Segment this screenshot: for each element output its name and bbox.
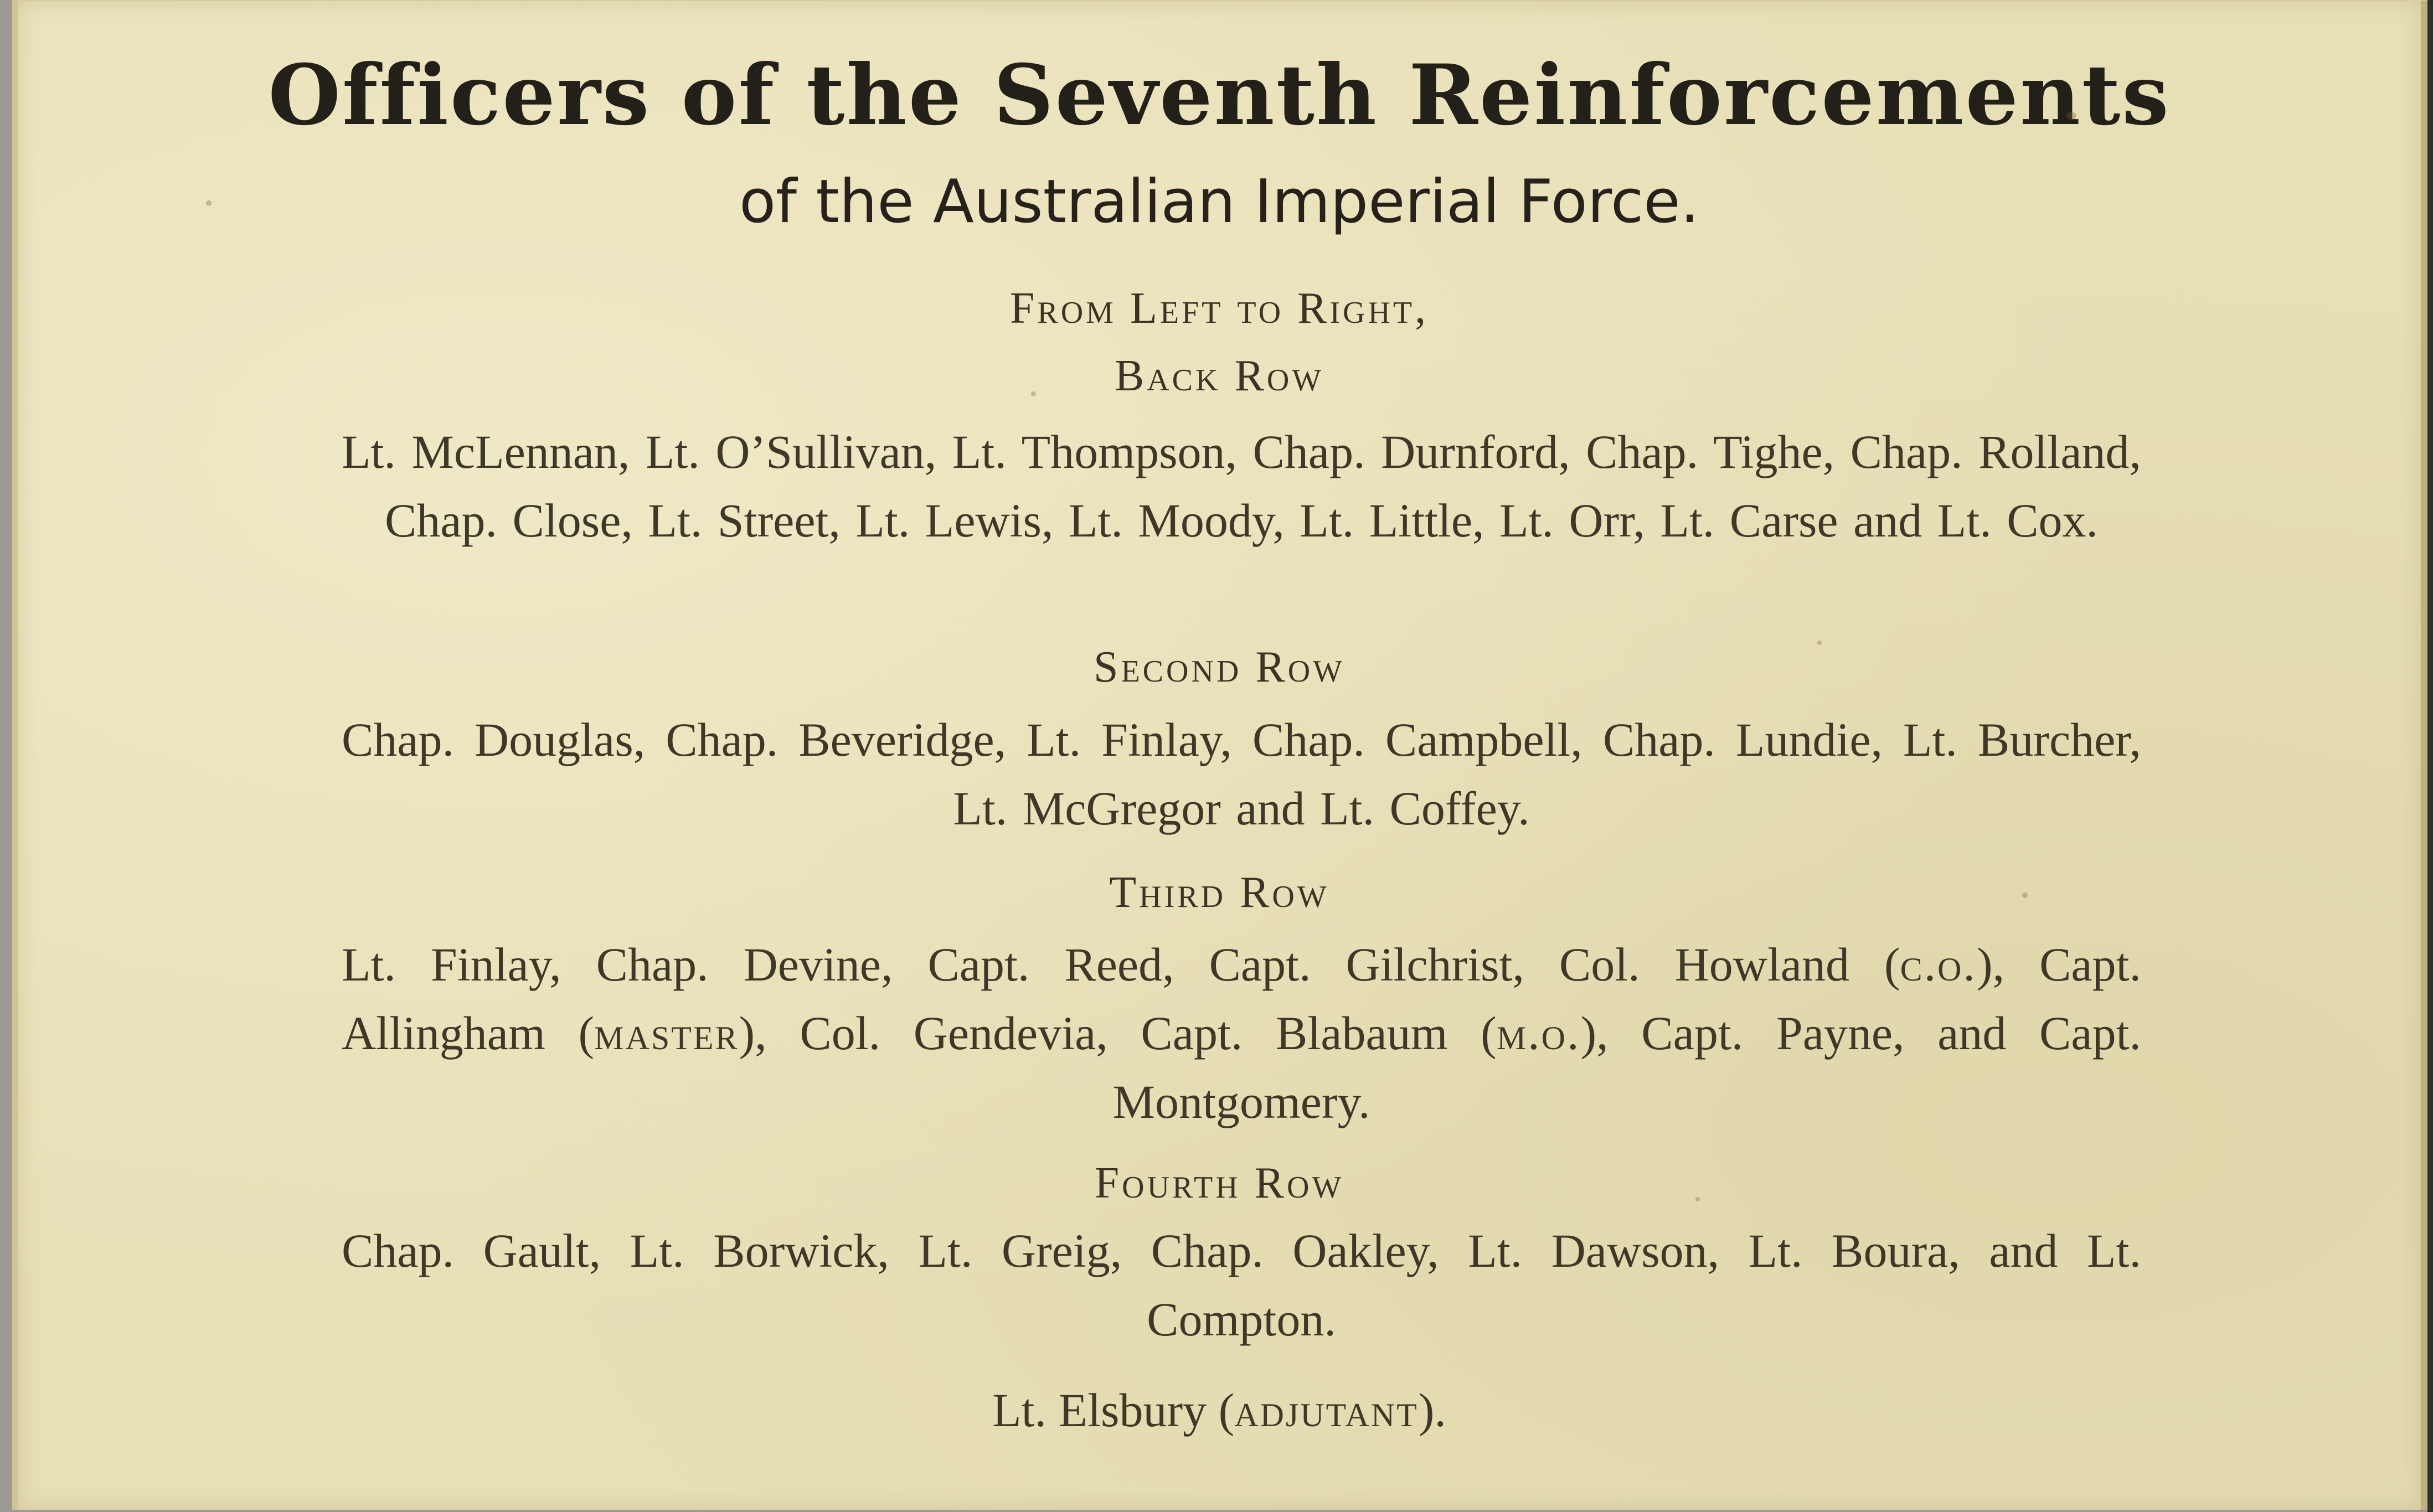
fourth-row-heading: Fourth Row bbox=[1094, 1159, 1344, 1207]
adjutant-name: Lt. Elsbury ( bbox=[992, 1384, 1235, 1437]
document-card bbox=[12, 0, 2433, 1510]
paper-speck bbox=[2022, 892, 2028, 898]
paper-speck bbox=[1695, 1197, 1700, 1201]
paper-speck bbox=[1817, 641, 1822, 645]
third-row-part3: ), Col. Gendevia, Capt. Blabaum ( bbox=[739, 1007, 1497, 1060]
third-row-heading: Third Row bbox=[1109, 868, 1329, 917]
adjutant-role: adjutant bbox=[1234, 1384, 1419, 1437]
third-row-part4: ), Capt. Payne, and Capt. Montgomery. bbox=[1112, 1007, 2141, 1128]
third-row-part2: ), Capt. Allingham ( bbox=[342, 938, 2141, 1060]
second-row-names: Chap. Douglas, Chap. Beveridge, Lt. Finlay, Chap. Campbell, Chap. Lundie, Lt. Burcher, Lt. McGregor and Lt. Coffey. bbox=[342, 713, 2141, 835]
paper-speck bbox=[206, 200, 212, 206]
adjutant-line bbox=[18, 1382, 2421, 1438]
mo-label: m.o. bbox=[1496, 1007, 1581, 1060]
second-row-heading: Second Row bbox=[1093, 643, 1346, 692]
back-row-names: Lt. McLennan, Lt. O’Sullivan, Lt. Thompson, Chap. Durnford, Chap. Tighe, Chap. Rolland, Chap. Close, Lt. Street, Lt. Lewis, Lt. Moody, Lt. Little, Lt. Orr, Lt. Carse and Lt. Cox. bbox=[342, 425, 2141, 547]
co-label: c.o. bbox=[1900, 938, 1977, 991]
document-title: Officers of the Seventh Reinforcements bbox=[268, 47, 2171, 144]
paper-speck bbox=[1031, 391, 1036, 396]
document-subtitle: of the Australian Imperial Force. bbox=[739, 167, 1699, 236]
paper-speck bbox=[2066, 112, 2076, 120]
third-row-part1: Lt. Finlay, Chap. Devine, Capt. Reed, Capt. Gilchrist, Col. Howland ( bbox=[342, 938, 1900, 991]
album-spine bbox=[2427, 0, 2433, 1512]
master-label: master bbox=[594, 1007, 739, 1060]
third-row-names bbox=[342, 930, 2141, 1136]
from-left-heading: From Left to Right, bbox=[1009, 284, 1429, 333]
adjutant-close: ). bbox=[1418, 1384, 1446, 1437]
fourth-row-names: Chap. Gault, Lt. Borwick, Lt. Greig, Chap. Oakley, Lt. Dawson, Lt. Boura, and Lt. Compton. bbox=[342, 1224, 2141, 1346]
back-row-heading: Back Row bbox=[1114, 352, 1324, 400]
